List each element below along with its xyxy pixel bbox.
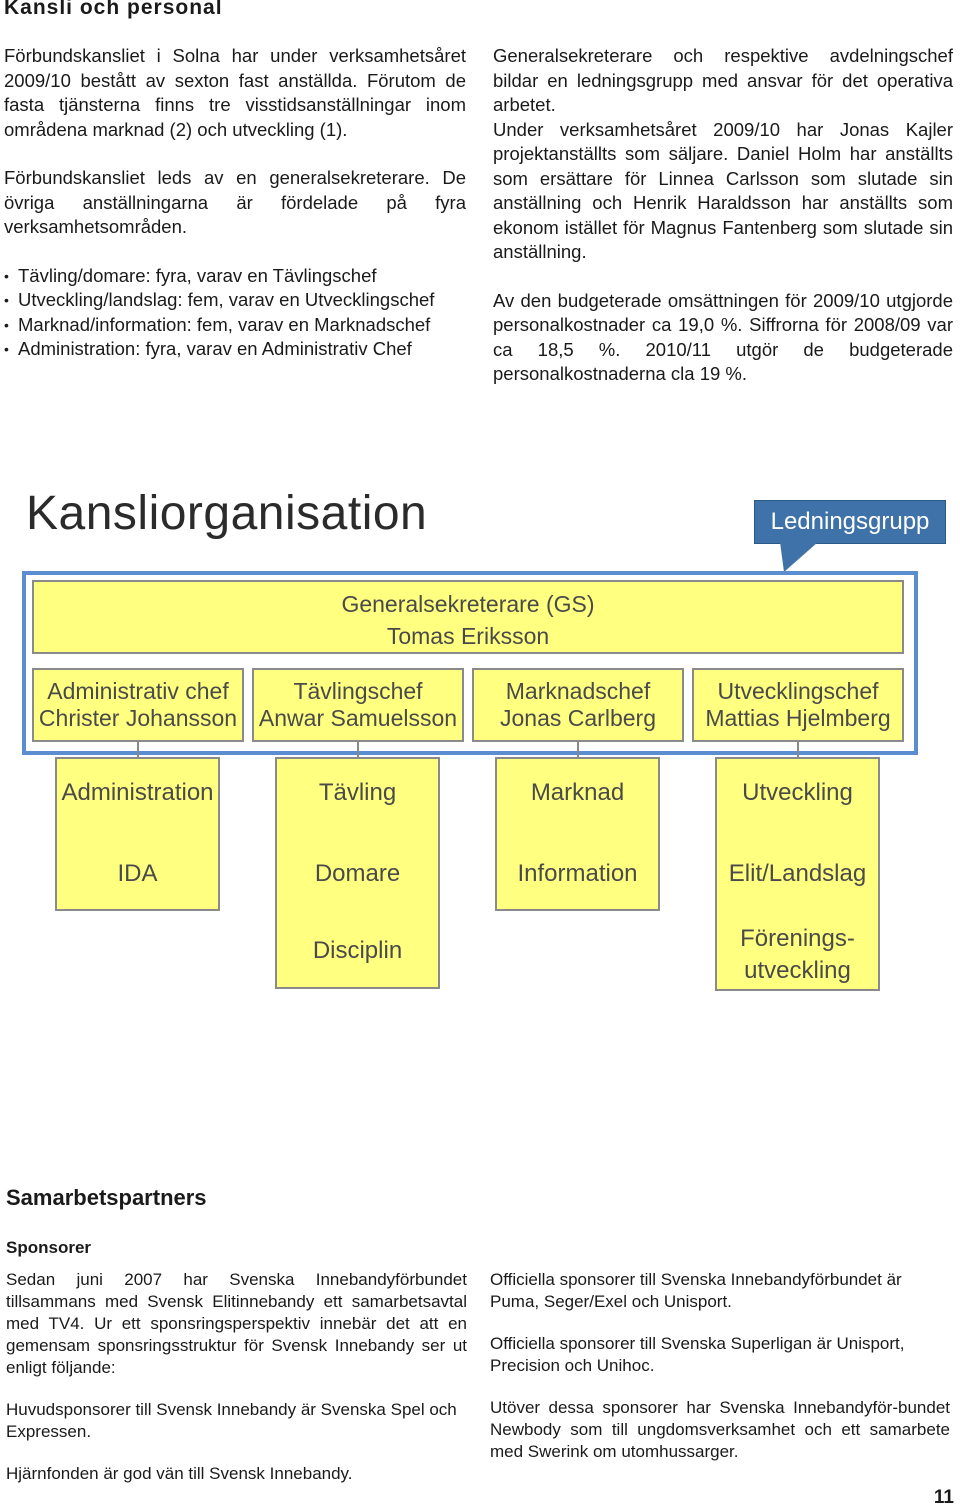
partners-heading: Samarbetspartners: [6, 1185, 207, 1210]
dept-label: Information: [517, 860, 638, 887]
official-sponsors-paragraph: Officiella sponsorer till Svenska Innebandyförbundet är Puma, Seger/Exel och Unisport.: [490, 1270, 902, 1311]
leadership-callout: Ledningsgrupp: [754, 500, 946, 544]
chief-box-administration: [32, 668, 244, 742]
dept-box-marketing: [495, 757, 660, 911]
cost-paragraph: Av den budgeterade omsättningen för 2009/10 utgjorde personalkostnader ca 19,0 %. Siffrorna för 2008/09 var ca 18,5 %. 2010/11 utgör de budgeterade personalkostnaderna cla 19 %.: [493, 289, 953, 384]
chief-box-competition: [252, 668, 464, 742]
list-item: • Administration: fyra, varav en Administrativ Chef: [4, 337, 466, 362]
right-column: [493, 44, 953, 387]
dept-label: Disciplin: [312, 937, 403, 964]
dept-label: Domare: [314, 860, 401, 887]
org-title: Kansliorganisation: [26, 487, 428, 540]
connector-line: [577, 742, 579, 758]
tv4-paragraph: Sedan juni 2007 har Svenska Innebandyförbundet tillsammans med Svensk Elitinnebandy ett samarbetsavtal med TV4. Ur ett sponsringsperspektiv innebär det att en gemensam sponsringsstruktur för Svensk Innebandy ser ut enligt följande:: [6, 1270, 467, 1377]
partners-right-column: [490, 1269, 950, 1463]
gs-title: Generalsekreterare (GS): [341, 591, 595, 617]
gs-box: [32, 580, 904, 654]
intro-paragraph: Förbundskansliet i Solna har under verksamhetsåret 2009/10 bestått av sexton fast anställda. Förutom de fasta tjänsterna finns tre visstidsanställningar inom områdena marknad (2) och utveckling (1).: [4, 45, 466, 140]
page-number: 11: [933, 1487, 954, 1508]
page-heading: Kansli och personal: [4, 0, 223, 19]
dept-label: Förenings-: [740, 925, 855, 952]
area-list: [4, 264, 466, 362]
dept-label: Tävling: [318, 779, 397, 806]
dept-box-administration: [55, 757, 220, 911]
brain-fund-paragraph: Hjärnfonden är god vän till Svensk Innebandy.: [6, 1464, 353, 1483]
chief-box-marketing: [472, 668, 684, 742]
chief-role: Marknadschef: [505, 678, 651, 704]
dept-box-development: [715, 757, 880, 991]
connector-line: [797, 742, 799, 758]
list-item: • Utveckling/landslag: fem, varav en Utvecklingschef: [4, 288, 466, 313]
connector-line: [137, 742, 139, 758]
partners-left-column: [6, 1269, 467, 1485]
dept-label: IDA: [117, 860, 158, 887]
left-column: [4, 44, 466, 362]
chief-role: Utvecklingschef: [717, 678, 879, 704]
dept-label: Elit/Landslag: [728, 860, 867, 887]
dept-box-competition: [275, 757, 440, 989]
staffing-paragraph: Under verksamhetsåret 2009/10 har Jonas Kajler projektanställts som säljare. Daniel Holm har anställts som ersättare för Linnea Carlsson som slutade sin anställning och Henrik Haraldsson har anställts som ekonom istället för Magnus Fantenberg som slutade sin anställning.: [493, 118, 953, 262]
chief-box-development: [692, 668, 904, 742]
gs-name: Tomas Eriksson: [386, 623, 550, 649]
chief-name: Jonas Carlberg: [500, 705, 656, 731]
chief-role: Tävlingschef: [293, 678, 423, 704]
main-sponsors-paragraph: Huvudsponsorer till Svensk Innebandy är Svenska Spel och Expressen.: [6, 1400, 457, 1441]
management-paragraph: Generalsekreterare och respektive avdelningschef bildar en ledningsgrupp med ansvar för det operativa arbetet.: [493, 45, 953, 115]
chief-name: Christer Johansson: [38, 705, 238, 731]
other-sponsors-paragraph: Utöver dessa sponsorer har Svenska Innebandyför-bundet Newbody som till ungdomsverksamhet och ett samarbete med Swerink om utomhussarger.: [490, 1398, 950, 1461]
list-item: • Marknad/information: fem, varav en Marknadschef: [4, 313, 466, 338]
dept-label: utveckling: [744, 957, 851, 984]
chief-role: Administrativ chef: [47, 678, 229, 704]
connector-line: [357, 742, 359, 758]
superliga-sponsors-paragraph: Officiella sponsorer till Svenska Superligan är Unisport, Precision och Unihoc.: [490, 1334, 905, 1375]
callout-pointer: [770, 540, 830, 574]
chief-name: Anwar Samuelsson: [258, 705, 458, 731]
chief-name: Mattias Hjelmberg: [705, 705, 891, 731]
sponsors-subheading: Sponsorer: [6, 1238, 92, 1257]
dept-label: Utveckling: [742, 779, 853, 806]
list-item: • Tävling/domare: fyra, varav en Tävlingschef: [4, 264, 466, 289]
dept-label: Administration: [61, 779, 214, 806]
dept-label: Marknad: [530, 779, 625, 806]
leadership-paragraph: Förbundskansliet leds av en generalsekreterare. De övriga anställningarna är fördelade på fyra verksamhetsområden.: [4, 167, 466, 237]
